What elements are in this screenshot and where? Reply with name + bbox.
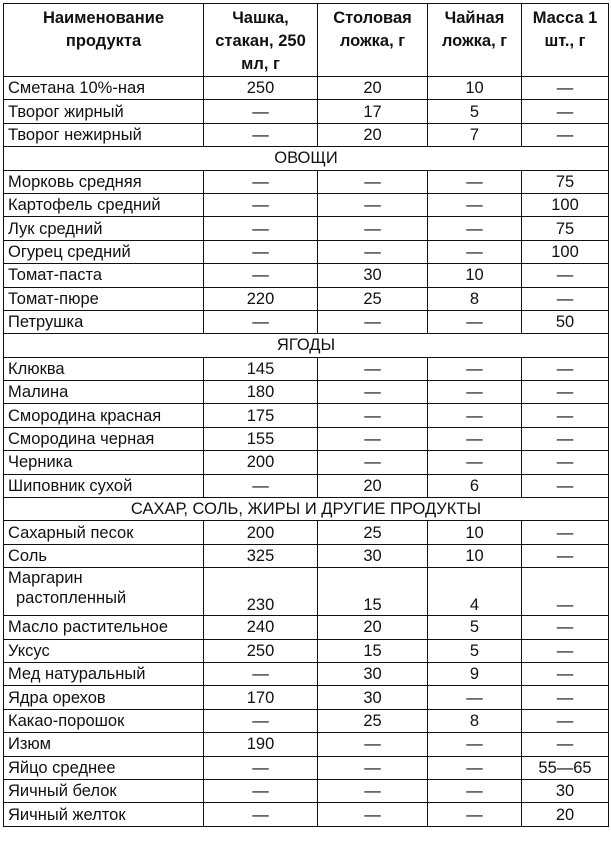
- cell-tablespoon: 20: [318, 123, 428, 146]
- cell-cup: 180: [204, 381, 318, 404]
- cell-teaspoon: 7: [428, 123, 522, 146]
- cell-cup: 170: [204, 686, 318, 709]
- product-name: Мед натуральный: [4, 662, 204, 685]
- product-name: Смородина красная: [4, 404, 204, 427]
- cell-cup: 250: [204, 77, 318, 100]
- product-name: Яичный белок: [4, 779, 204, 802]
- cell-cup: —: [204, 264, 318, 287]
- cell-cup: —: [204, 756, 318, 779]
- product-name: Творог нежирный: [4, 123, 204, 146]
- product-name: Томат-пюре: [4, 287, 204, 310]
- cell-cup: 240: [204, 616, 318, 639]
- product-name: Творог жирный: [4, 100, 204, 123]
- cell-tablespoon: 30: [318, 544, 428, 567]
- cell-unit-mass: 30: [522, 779, 609, 802]
- product-name-line2: растопленный: [16, 589, 127, 608]
- section-title: САХАР, СОЛЬ, ЖИРЫ И ДРУГИЕ ПРОДУКТЫ: [4, 498, 609, 521]
- table-row: [4, 544, 609, 567]
- cell-teaspoon: —: [428, 756, 522, 779]
- cell-unit-mass: —: [522, 123, 609, 146]
- table-row: [4, 100, 609, 123]
- table-row: [4, 451, 609, 474]
- cell-cup: 190: [204, 733, 318, 756]
- cell-teaspoon: 8: [428, 287, 522, 310]
- cell-teaspoon: —: [428, 310, 522, 333]
- cell-tablespoon: 20: [318, 474, 428, 497]
- table-row: [4, 521, 609, 544]
- product-name: Яичный желток: [4, 803, 204, 826]
- cell-teaspoon: 5: [428, 616, 522, 639]
- table-row: [4, 193, 609, 216]
- cell-tablespoon: —: [318, 310, 428, 333]
- section-title: ЯГОДЫ: [4, 334, 609, 357]
- cell-teaspoon: 4: [428, 568, 522, 616]
- cell-unit-mass: 75: [522, 217, 609, 240]
- cell-tablespoon: —: [318, 451, 428, 474]
- table-row: [4, 77, 609, 100]
- cell-unit-mass: —: [522, 404, 609, 427]
- cell-cup: —: [204, 217, 318, 240]
- table-row: [4, 709, 609, 732]
- header-unit-mass: Масса 1 шт., г: [522, 4, 609, 77]
- table-row: [4, 474, 609, 497]
- product-name: Малина: [4, 381, 204, 404]
- cell-teaspoon: 10: [428, 77, 522, 100]
- table-row: [4, 404, 609, 427]
- cell-unit-mass: —: [522, 474, 609, 497]
- product-name: Томат-паста: [4, 264, 204, 287]
- cell-tablespoon: —: [318, 803, 428, 826]
- cell-teaspoon: —: [428, 193, 522, 216]
- table-row: [4, 170, 609, 193]
- cell-unit-mass: —: [522, 686, 609, 709]
- table-row: [4, 381, 609, 404]
- table-row: [4, 310, 609, 333]
- cell-unit-mass: 20: [522, 803, 609, 826]
- cell-unit-mass: 100: [522, 193, 609, 216]
- cell-unit-mass: —: [522, 100, 609, 123]
- cell-unit-mass: —: [522, 427, 609, 450]
- cell-unit-mass: 75: [522, 170, 609, 193]
- section-row: [4, 334, 609, 357]
- cell-cup: —: [204, 310, 318, 333]
- header-teaspoon: Чайная ложка, г: [428, 4, 522, 77]
- cell-cup: —: [204, 779, 318, 802]
- cell-unit-mass: —: [522, 662, 609, 685]
- product-name: Масло растительное: [4, 616, 204, 639]
- table-row: [4, 686, 609, 709]
- cell-unit-mass: —: [522, 357, 609, 380]
- cell-teaspoon: 6: [428, 474, 522, 497]
- cell-unit-mass: —: [522, 521, 609, 544]
- cell-unit-mass: 100: [522, 240, 609, 263]
- cell-teaspoon: —: [428, 451, 522, 474]
- cell-tablespoon: 30: [318, 264, 428, 287]
- cell-cup: —: [204, 709, 318, 732]
- cell-tablespoon: —: [318, 240, 428, 263]
- table-row: [4, 240, 609, 263]
- cell-teaspoon: —: [428, 733, 522, 756]
- cell-unit-mass: —: [522, 264, 609, 287]
- table-row: [4, 217, 609, 240]
- cell-cup: 220: [204, 287, 318, 310]
- section-title: ОВОЩИ: [4, 147, 609, 170]
- table-row: [4, 568, 609, 616]
- product-name: Какао-порошок: [4, 709, 204, 732]
- cell-unit-mass: —: [522, 709, 609, 732]
- product-name: Картофель средний: [4, 193, 204, 216]
- product-name: Уксус: [4, 639, 204, 662]
- cell-tablespoon: 20: [318, 77, 428, 100]
- cell-unit-mass: —: [522, 451, 609, 474]
- cell-tablespoon: 15: [318, 568, 428, 616]
- cell-tablespoon: —: [318, 404, 428, 427]
- cell-tablespoon: 15: [318, 639, 428, 662]
- cell-teaspoon: —: [428, 217, 522, 240]
- cell-teaspoon: 10: [428, 521, 522, 544]
- product-name: Черника: [4, 451, 204, 474]
- cell-teaspoon: —: [428, 803, 522, 826]
- cell-cup: 145: [204, 357, 318, 380]
- table-body: [4, 77, 609, 827]
- header-cup: Чашка, стакан, 250 мл, г: [204, 4, 318, 77]
- product-name: Сметана 10%-ная: [4, 77, 204, 100]
- cell-tablespoon: —: [318, 193, 428, 216]
- food-measures-table: [3, 3, 609, 827]
- header-row: [4, 4, 609, 77]
- cell-teaspoon: 8: [428, 709, 522, 732]
- cell-cup: —: [204, 193, 318, 216]
- cell-teaspoon: 10: [428, 264, 522, 287]
- table-row: [4, 616, 609, 639]
- cell-cup: 175: [204, 404, 318, 427]
- cell-teaspoon: —: [428, 381, 522, 404]
- cell-tablespoon: —: [318, 381, 428, 404]
- table-row: [4, 756, 609, 779]
- table-row: [4, 357, 609, 380]
- cell-unit-mass: —: [522, 77, 609, 100]
- cell-cup: —: [204, 100, 318, 123]
- product-name: Изюм: [4, 733, 204, 756]
- cell-cup: 200: [204, 521, 318, 544]
- product-name: Соль: [4, 544, 204, 567]
- cell-tablespoon: —: [318, 779, 428, 802]
- cell-tablespoon: —: [318, 733, 428, 756]
- product-name: Огурец средний: [4, 240, 204, 263]
- cell-unit-mass: —: [522, 381, 609, 404]
- cell-tablespoon: 30: [318, 686, 428, 709]
- product-name: [4, 568, 204, 616]
- cell-cup: 325: [204, 544, 318, 567]
- header-product-name: Наименование продукта: [4, 4, 204, 77]
- table-row: [4, 287, 609, 310]
- cell-teaspoon: —: [428, 170, 522, 193]
- cell-teaspoon: —: [428, 427, 522, 450]
- cell-tablespoon: —: [318, 427, 428, 450]
- cell-cup: —: [204, 803, 318, 826]
- cell-unit-mass: —: [522, 287, 609, 310]
- cell-tablespoon: —: [318, 357, 428, 380]
- cell-tablespoon: 25: [318, 709, 428, 732]
- table-row: [4, 803, 609, 826]
- product-name: Яйцо среднее: [4, 756, 204, 779]
- table-row: [4, 427, 609, 450]
- product-name: Сахарный песок: [4, 521, 204, 544]
- cell-cup: 250: [204, 639, 318, 662]
- table-row: [4, 123, 609, 146]
- cell-unit-mass: —: [522, 544, 609, 567]
- cell-tablespoon: —: [318, 170, 428, 193]
- cell-teaspoon: —: [428, 779, 522, 802]
- cell-cup: —: [204, 662, 318, 685]
- cell-cup: —: [204, 474, 318, 497]
- cell-tablespoon: 25: [318, 287, 428, 310]
- cell-teaspoon: —: [428, 240, 522, 263]
- cell-cup: 200: [204, 451, 318, 474]
- cell-cup: —: [204, 170, 318, 193]
- cell-cup: —: [204, 123, 318, 146]
- cell-teaspoon: —: [428, 686, 522, 709]
- section-row: [4, 498, 609, 521]
- product-name: Лук средний: [4, 217, 204, 240]
- cell-tablespoon: —: [318, 756, 428, 779]
- cell-unit-mass: —: [522, 733, 609, 756]
- section-row: [4, 147, 609, 170]
- cell-unit-mass: 55—65: [522, 756, 609, 779]
- cell-unit-mass: —: [522, 568, 609, 616]
- table-row: [4, 639, 609, 662]
- cell-tablespoon: 17: [318, 100, 428, 123]
- product-name: Шиповник сухой: [4, 474, 204, 497]
- product-name: Клюква: [4, 357, 204, 380]
- product-name-line1: Маргарин: [8, 569, 83, 588]
- cell-tablespoon: —: [318, 217, 428, 240]
- cell-cup: 230: [204, 568, 318, 616]
- table-row: [4, 733, 609, 756]
- cell-unit-mass: 50: [522, 310, 609, 333]
- cell-teaspoon: 9: [428, 662, 522, 685]
- table-row: [4, 779, 609, 802]
- cell-teaspoon: —: [428, 404, 522, 427]
- cell-cup: 155: [204, 427, 318, 450]
- cell-teaspoon: 5: [428, 639, 522, 662]
- cell-teaspoon: —: [428, 357, 522, 380]
- product-name: Ядра орехов: [4, 686, 204, 709]
- product-name: Морковь средняя: [4, 170, 204, 193]
- cell-unit-mass: —: [522, 639, 609, 662]
- product-name: Смородина черная: [4, 427, 204, 450]
- table-row: [4, 264, 609, 287]
- cell-tablespoon: 25: [318, 521, 428, 544]
- table-row: [4, 662, 609, 685]
- cell-cup: —: [204, 240, 318, 263]
- cell-teaspoon: 5: [428, 100, 522, 123]
- product-name: Петрушка: [4, 310, 204, 333]
- cell-unit-mass: —: [522, 616, 609, 639]
- cell-tablespoon: 20: [318, 616, 428, 639]
- cell-teaspoon: 10: [428, 544, 522, 567]
- header-tablespoon: Столовая ложка, г: [318, 4, 428, 77]
- cell-tablespoon: 30: [318, 662, 428, 685]
